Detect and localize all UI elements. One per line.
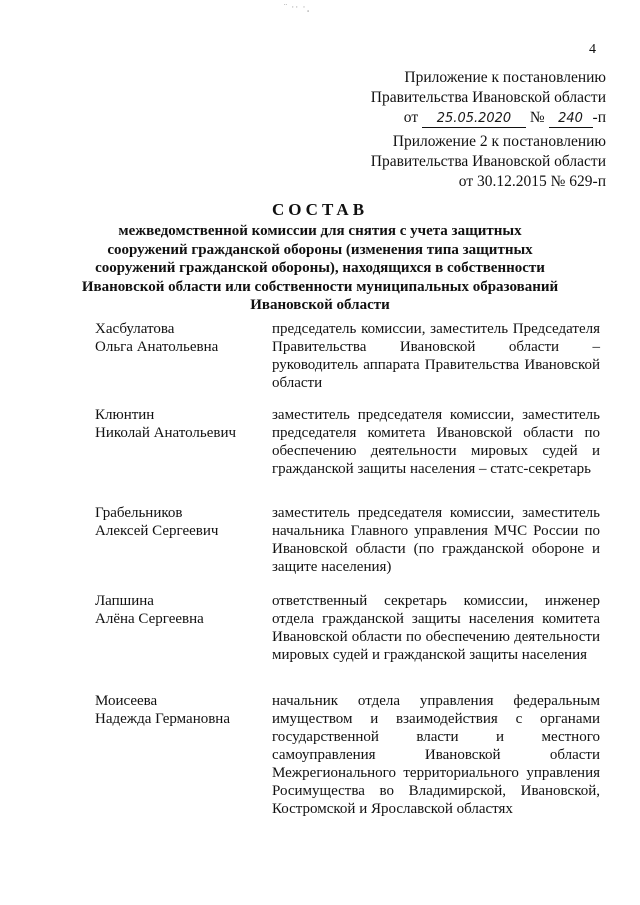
subtitle-line: сооружений гражданской обороны (изменения типа защитных xyxy=(107,241,533,258)
subtitle-line: сооружений гражданской обороны), находящихся в собственности xyxy=(95,260,545,276)
member-given-names: Надежда Германовна xyxy=(95,711,230,727)
member-name xyxy=(95,592,265,628)
appendix-header xyxy=(286,68,606,128)
document-subtitle xyxy=(74,222,566,315)
member-name xyxy=(95,320,265,356)
document-title: СОСТАВ xyxy=(271,200,369,219)
member-role: председатель комиссии, заместитель Председателя Правительства Ивановской области – руководитель аппарата Правительства Ивановской области xyxy=(272,321,600,391)
member-surname: Моисеева xyxy=(95,693,158,709)
member-role: ответственный секретарь комиссии, инженер отдела гражданской защиты населения комитета Ивановской области по обеспечению деятельности мировых судей и гражданской защиты населения xyxy=(272,593,600,663)
page-number: 4 xyxy=(589,42,596,57)
member-given-names: Николай Анатольевич xyxy=(95,425,237,441)
original-appendix-line2: Правительства Ивановской области xyxy=(370,153,606,170)
member-role: заместитель председателя комиссии, заместитель председателя комитета Ивановской области по обеспечению деятельности мировых судей и гражданской защиты населения – статс-секретарь xyxy=(272,407,600,477)
member-name xyxy=(95,692,265,728)
handwritten-number: 240 xyxy=(549,111,593,128)
appendix-header-line1: Приложение к постановлению xyxy=(404,69,606,86)
member-surname: Клюнтин xyxy=(95,407,155,423)
number-suffix: -п xyxy=(592,109,606,126)
member-name xyxy=(95,406,265,442)
member-given-names: Алёна Сергеевна xyxy=(95,611,204,627)
original-appendix-line1: Приложение 2 к постановлению xyxy=(392,133,606,150)
scan-mark: ¨ ·· ·¸ xyxy=(284,2,311,12)
appendix-header-line3 xyxy=(286,108,606,128)
member-surname: Хасбулатова xyxy=(95,321,175,337)
member-given-names: Алексей Сергеевич xyxy=(95,523,219,539)
from-label: от xyxy=(403,109,419,126)
member-name xyxy=(95,504,265,540)
number-sign: № xyxy=(529,109,545,126)
subtitle-line: межведомственной комиссии для снятия с учета защитных xyxy=(118,223,522,239)
subtitle-line: Ивановской области или собственности муниципальных образований xyxy=(81,278,559,295)
member-role: начальник отдела управления федеральным имуществом и взаимодействия с органами государственной власти и местного самоуправления Ивановской области Межрегионального территориального управления Росимущества во Владимирской, Ивановской, Костромской и Ярославской областях xyxy=(272,693,600,817)
subtitle-line: Ивановской области xyxy=(250,297,390,313)
member-role: заместитель председателя комиссии, заместитель начальника Главного управления МЧС России по Ивановской области (по гражданской обороне и защите населения) xyxy=(272,505,600,575)
member-surname: Лапшина xyxy=(95,593,154,609)
appendix-header-line2: Правительства Ивановской области xyxy=(370,89,606,106)
original-appendix-line3: от 30.12.2015 № 629-п xyxy=(458,173,606,190)
original-appendix-header xyxy=(286,132,606,192)
member-given-names: Ольга Анатольевна xyxy=(95,339,219,355)
handwritten-date: 25.05.2020 xyxy=(422,111,526,128)
member-surname: Грабельников xyxy=(95,505,183,521)
